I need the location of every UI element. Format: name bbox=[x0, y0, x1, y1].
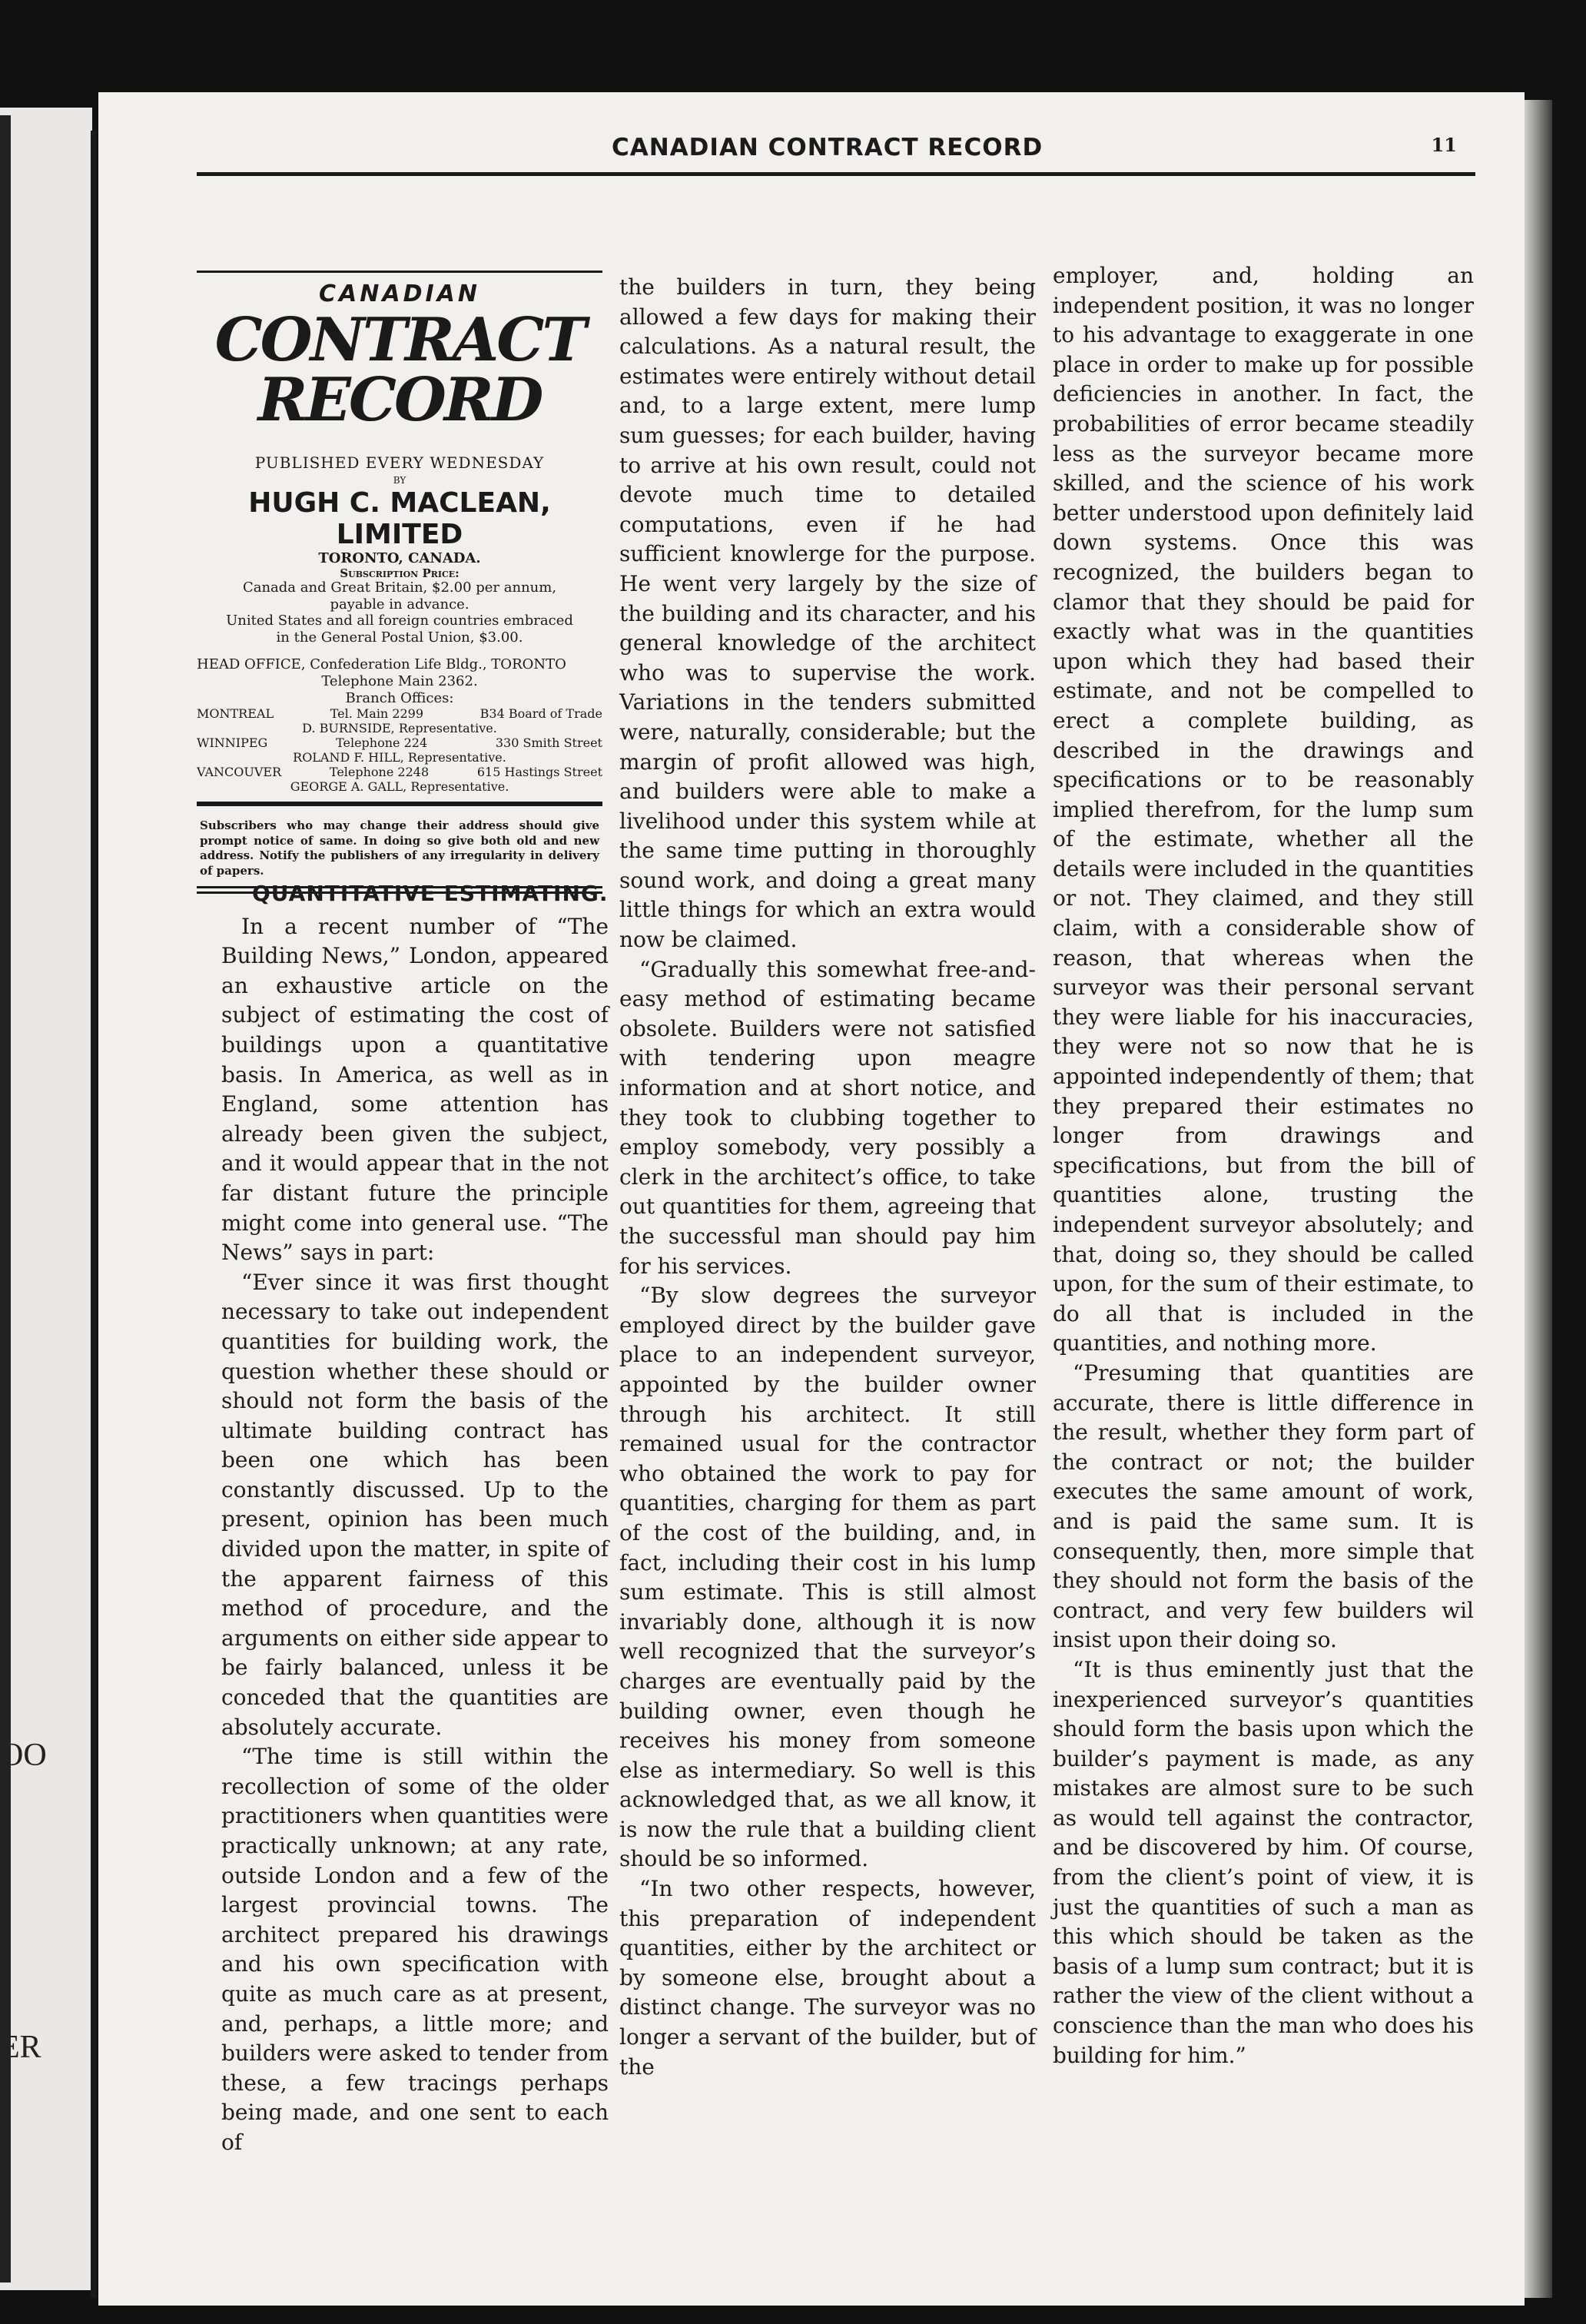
article-paragraph: “In two other respects, however, this preparation of independent quantities, either by the architect or by someone else, brought about a distinct change. The surveyor was no longer a servant of the builder, but of the bbox=[619, 1876, 1036, 2080]
right-page-edge bbox=[1525, 100, 1552, 2298]
office-montreal bbox=[197, 706, 602, 721]
running-title: CANADIAN CONTRACT RECORD bbox=[612, 134, 1044, 161]
head-office-phone: Telephone Main 2362. bbox=[321, 673, 478, 690]
subscriber-notice: Subscribers who may change their address should give prompt notice of same. In doing so give both old and new address. Notify the publishers of any irregularity in delivery of papers. bbox=[200, 818, 599, 878]
article-paragraph: employer, and, holding an independent position, it was no longer to his advantage to exaggerate in one place in order to make up for possible deficiencies in another. In fact, the probabilities of error became steadily less as the surveyor became more skilled, and the science of his work better understood upon definitely laid down systems. Once this was recognized, the builders began to clamor that they should be paid for exactly what was in the quantities upon which they had based their estimate, and not be compelled to erect a complete building, as described in the drawings and specifications or to be reasonably implied therefrom, for the lump sum of the estimate, whether all the details were included in the quantities or not. They claimed, and they still claim, with a considerable show of reason, that whereas when the surveyor was their personal servant they were liable for his inaccuracies, they were not so now that he is appointed independently of them; that they prepared their estimates no longer from drawings and specifications, but from the bill of quantities alone, trusting the independent surveyor absolutely; and that, doing so, they should be called upon, for the sum of their estimate, to do all that is included in the quantities, and nothing more. bbox=[1053, 263, 1474, 1356]
left-page-edge bbox=[0, 108, 92, 2290]
article-paragraph: “Ever since it was first thought necessary to take out independent quantities for building work, the question whether these should or should not form the basis of the ultimate building contract has been one which has been constantly discussed. Up to the present, opinion has been much divided upon the matter, in spite of the apparent fairness of this method of procedure, and the arguments on either side appear to be fairly balanced, unless it be conceded that the quantities are absolutely accurate. bbox=[221, 1269, 609, 1740]
article-column-1 bbox=[221, 879, 609, 2158]
article-paragraph: “Gradually this somewhat free-and-easy method of estimating became obsolete. Builders were not satisfied with tendering upon meagre information and at short notice, and they took to clubbing together to employ somebody, very possibly a clerk in the architect’s office, to take out quantities for them, agreeing that the successful man should pay him for his services. bbox=[619, 956, 1036, 1279]
office-vancouver bbox=[197, 765, 602, 779]
article-paragraph: the builders in turn, they being allowed a few days for making their calculations. As a natural result, the estimates were entirely without detail and, to a large extent, mere lump sum guesses; for each builder, having to arrive at his own result, could not devote much time to detailed computations, even if he had sufficient knowlerge for the purpose. He went very largely by the size of the building and its character, and his general knowledge of the architect who was to supervise the work. Variations in the tenders submitted were, naturally, considerable; but the margin of profit allowed was high, and builders were able to make a livelihood under this system while at the same time putting in thoroughly sound work, and doing a great many little things for which an extra would now be claimed. bbox=[619, 274, 1036, 953]
masthead-city: TORONTO, CANADA. bbox=[318, 550, 481, 566]
office-representative: D. BURNSIDE, Representative. bbox=[302, 721, 497, 736]
subscription-line: in the General Postal Union, $3.00. bbox=[276, 629, 523, 646]
branch-offices-label: Branch Offices: bbox=[345, 689, 454, 706]
left-page-fragment: OO bbox=[0, 1738, 47, 1773]
masthead-by: BY bbox=[393, 475, 406, 486]
masthead-canadian: CANADIAN bbox=[319, 281, 480, 307]
office-representative: ROLAND F. HILL, Representative. bbox=[293, 750, 506, 765]
office-city: MONTREAL bbox=[197, 706, 274, 722]
office-telephone: Telephone 224 bbox=[336, 735, 428, 751]
page-fold bbox=[91, 131, 97, 2298]
masthead bbox=[197, 271, 602, 894]
left-page-fragment: ER bbox=[0, 2030, 41, 2065]
masthead-rule bbox=[197, 802, 602, 806]
masthead-title: CONTRACT RECORD bbox=[214, 305, 585, 435]
page-header bbox=[197, 126, 1475, 176]
office-telephone: Telephone 2248 bbox=[329, 765, 430, 780]
article-paragraph: In a recent number of “The Building News,” London, appeared an exhaustive article on the subject of estimating the cost of buildings upon a quantitative basis. In America, as well as in England, some attention has already been given the subject, and it would appear that in the not far distant future the principle might come into general use. “The News” says in part: bbox=[221, 913, 609, 1266]
article-paragraph: “It is thus eminently just that the inexperienced surveyor’s quantities should form the basis upon which the builder’s payment is made, as any mistakes are almost sure to be such as would tell against the contractor, and be discovered by him. Of course, from the client’s point of view, it is just the quantities of such a man as this which should be taken as the basis of a lump sum contract; but it is rather the view of the client without a conscience than the man who does his building for him.” bbox=[1053, 1656, 1474, 2068]
head-office: HEAD OFFICE, Confederation Life Bldg., TORONTO bbox=[197, 656, 566, 673]
office-city: WINNIPEG bbox=[197, 735, 268, 751]
subscription-label: Subscription Price: bbox=[340, 566, 460, 580]
masthead-top-rule bbox=[197, 271, 602, 273]
article-column-3 bbox=[1053, 261, 1474, 2070]
article-paragraph: “The time is still within the recollection of some of the older practitioners when quantities were practically unknown; at any rate, outside London and a few of the largest provincial towns. The architect prepared his drawings and his own specification with quite as much care as at present, and, perhaps, a little more; and builders were asked to tender from these, a few tracings perhaps being made, and one sent to each of bbox=[221, 1744, 609, 2155]
office-address: 615 Hastings Street bbox=[476, 765, 602, 780]
article-paragraph: “By slow degrees the surveyor employed direct by the builder gave place to an independent surveyor, appointed by the builder owner through his architect. It still remained usual for the contractor who obtained the work to pay for quantities, charging for them as part of the cost of the building, and, in fact, including their cost in his lump sum estimate. This is still almost invariably done, although it is now well recognized that the surveyor’s charges are eventually paid by the building owner, even though he receives his money from someone else as intermediary. So well is this acknowledged that, as we all know, it is now the rule that a building client should be so informed. bbox=[619, 1283, 1036, 1872]
left-page-shadow bbox=[0, 115, 11, 2282]
article-paragraph: “Presuming that quantities are accurate, there is little difference in the result, whether they form part of the contract or not; the builder executes the same amount of work, and is paid the same sum. It is consequently, then, more simple that they should not form the basis of the contract, and very few builders wil insist upon their doing so. bbox=[1053, 1360, 1474, 1653]
masthead-publisher: HUGH C. MACLEAN, LIMITED bbox=[248, 487, 551, 550]
office-winnipeg bbox=[197, 735, 602, 750]
office-telephone: Tel. Main 2299 bbox=[330, 706, 424, 722]
article-column-2 bbox=[619, 273, 1036, 2082]
office-address: B34 Board of Trade bbox=[479, 706, 602, 722]
office-city: VANCOUVER bbox=[197, 765, 282, 780]
subscription-line: Canada and Great Britain, $2.00 per annum, bbox=[242, 579, 557, 596]
subscription-line: payable in advance. bbox=[330, 596, 469, 613]
office-address: 330 Smith Street bbox=[495, 735, 602, 751]
office-representative: GEORGE A. GALL, Representative. bbox=[290, 779, 509, 795]
article-title: QUANTITATIVE ESTIMATING. bbox=[252, 881, 609, 906]
subscription-line: United States and all foreign countries embraced bbox=[226, 613, 573, 629]
masthead-published: PUBLISHED EVERY WEDNESDAY bbox=[254, 453, 545, 472]
page-number: 11 bbox=[1431, 134, 1457, 156]
